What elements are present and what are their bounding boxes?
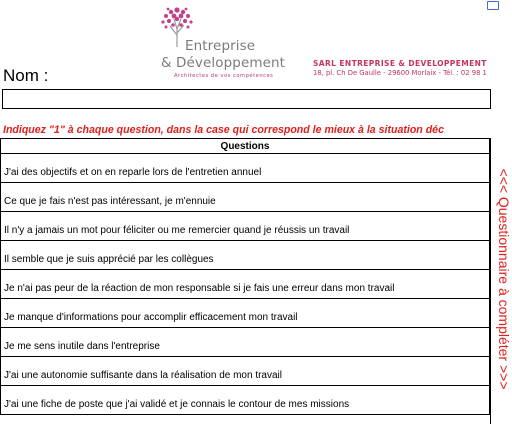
name-input[interactable]	[2, 89, 491, 109]
name-label: Nom :	[3, 66, 49, 85]
table-row	[1, 241, 490, 270]
question-cell[interactable]: Il semble que je suis apprécié par les collègues	[1, 241, 490, 270]
question-cell[interactable]: Il n'y a jamais un mot pour féliciter ou me remercier quand je réussis un travail	[1, 212, 490, 241]
table-row	[1, 357, 490, 386]
table-row	[1, 328, 490, 357]
table-row	[1, 299, 490, 328]
company-name: SARL ENTREPRISE & DEVELOPPEMENT	[313, 59, 487, 68]
question-cell[interactable]: Je me sens inutile dans l'entreprise	[1, 328, 490, 357]
side-banner	[490, 138, 512, 424]
table-row	[1, 212, 490, 241]
question-cell[interactable]: Je manque d'informations pour accomplir efficacement mon travail	[1, 299, 490, 328]
questions-table	[0, 138, 490, 415]
company-logo	[157, 5, 307, 80]
question-cell[interactable]: J'ai des objectifs et on en reparle lors de l'entretien annuel	[1, 154, 490, 183]
question-cell[interactable]: Ce que je fais n'est pas intéressant, je m'ennuie	[1, 183, 490, 212]
question-cell[interactable]: J'ai une fiche de poste que j'ai validé et je connais le contour de mes missions	[1, 386, 490, 415]
link-box-icon[interactable]	[487, 1, 499, 10]
table-row	[1, 270, 490, 299]
question-cell[interactable]: Je n'ai pas peur de la réaction de mon responsable si je fais une erreur dans mon travail	[1, 270, 490, 299]
question-cell[interactable]: J'ai une autonomie suffisante dans la réalisation de mon travail	[1, 357, 490, 386]
instruction-text: Indiquez "1" à chaque question, dans la case qui correspond le mieux à la situation déc	[3, 124, 444, 136]
questions-header: Questions	[1, 139, 490, 154]
table-row	[1, 386, 490, 415]
table-row	[1, 154, 490, 183]
table-row	[1, 183, 490, 212]
side-label: <<< Questionnaire à compléter >>>	[496, 168, 512, 390]
company-address: 18, pl. Ch De Gaulle - 29600 Morlaix - Tél. : 02 98 1	[313, 69, 487, 77]
logo-tagline: Architectes de vos compétences	[174, 73, 274, 79]
logo-title-line2: & Développement	[161, 55, 286, 71]
logo-title-line1: Entreprise	[185, 38, 256, 54]
